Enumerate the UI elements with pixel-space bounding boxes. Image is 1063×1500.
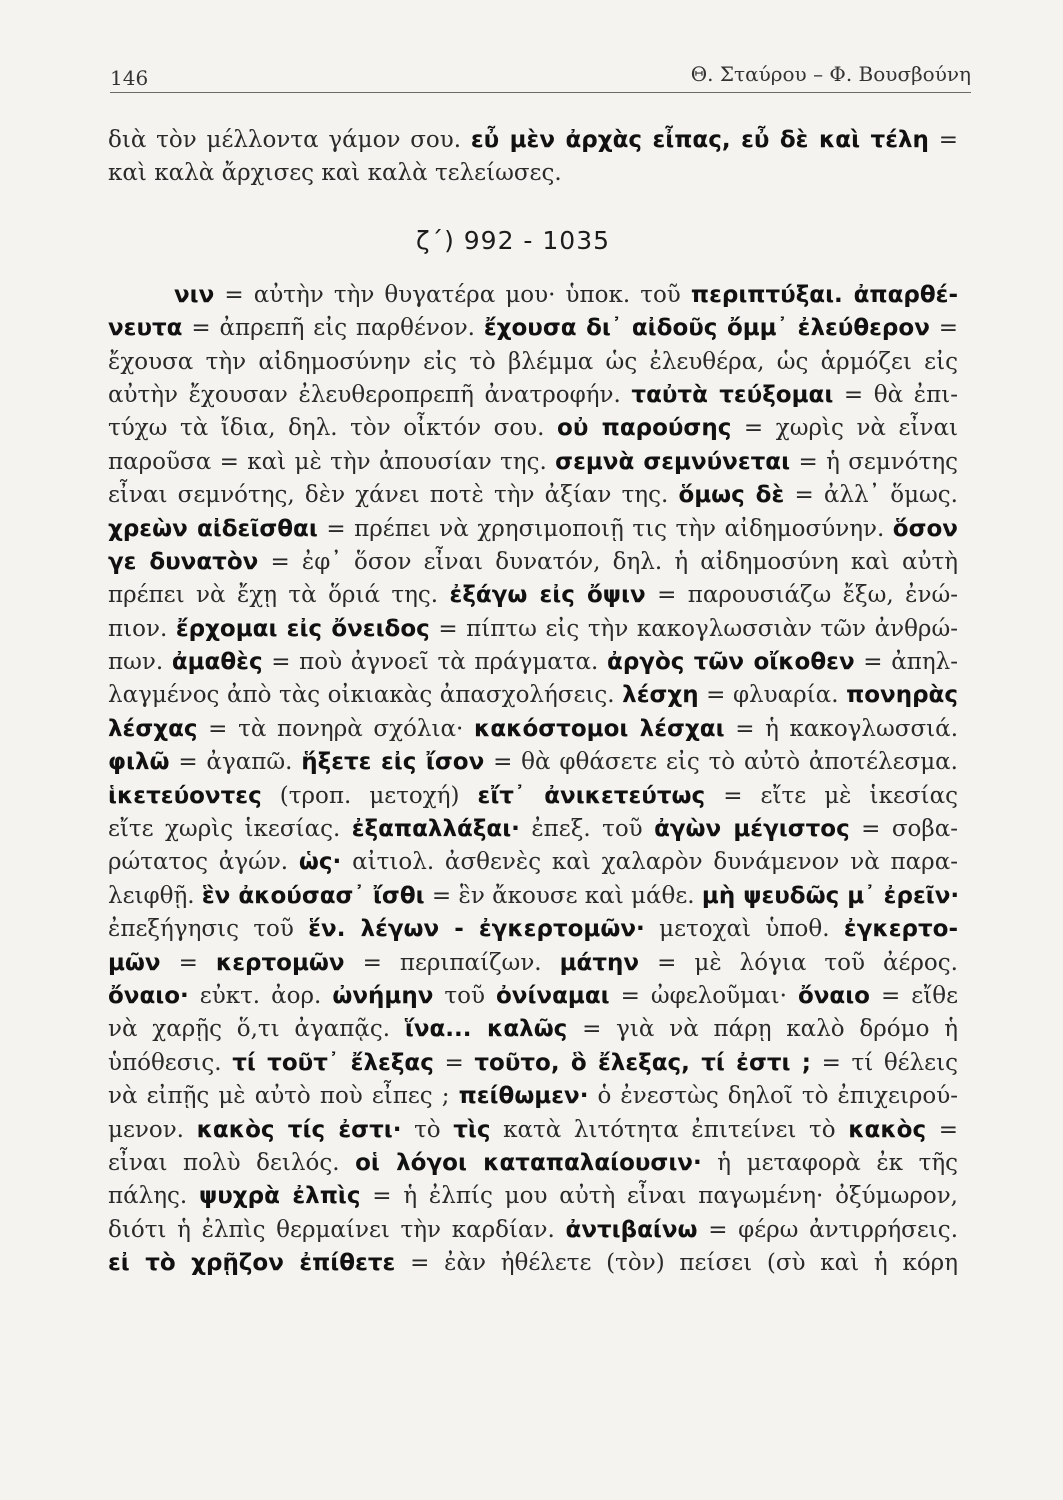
text-line [108,813,958,846]
text-line [108,157,958,190]
gloss-text: αἰτιολ. ἀσθενὲς καὶ χαλαρὸν δυνάμενον νὰ παρα- [341,849,958,876]
lemma-term: ταὐτὰ τεύξομαι [631,381,834,408]
text-line [108,579,958,612]
gloss-text: εἶναι πολὺ δειλός. [108,1149,356,1176]
gloss-text: τὸ [401,1116,454,1143]
text-line [108,412,958,445]
text-line [108,1180,958,1213]
gloss-text: πρέπει νὰ ἔχῃ τὰ ὅριά της. [108,582,450,609]
lemma-term: ὡς· [298,849,342,876]
lemma-term: τί τοῦτ᾿ ἔλεξας [232,1049,434,1076]
running-header-authors: Θ. Σταύρου – Φ. Βουσβούνη [690,62,971,86]
intro-paragraph [108,124,958,191]
gloss-text: = [929,315,958,342]
gloss-text: = τὰ πονηρὰ σχόλια· [197,715,474,742]
text-line [108,546,958,579]
gloss-text: = φέρω ἀντιρρήσεις. [697,1216,959,1243]
gloss-text: = ὠφελοῦμαι· [609,982,798,1009]
text-line [108,780,958,813]
lemma-term: ἐξαπαλλάξαι· [351,816,520,843]
lemma-term: πονηρὰς [846,682,958,709]
gloss-text: νὰ χαρῇς ὅ,τι ἀγαπᾷς. [108,1016,405,1043]
gloss-text: = τί θέλεις [811,1049,958,1076]
lemma-term: ἀμαθὲς [171,649,263,676]
lemma-term: φιλῶ [108,749,170,776]
gloss-text: = ἐὰν ἠθέλετε (τὸν) πείσει (σὺ καὶ ἡ κόρη [395,1250,958,1277]
lemma-term: οἱ λόγοι καταπαλαίουσιν· [355,1149,702,1176]
gloss-text: = περιπαίζων. [344,949,560,976]
lemma-term: μὴ ψευδῶς μ᾿ ἐρεῖν· [701,882,960,909]
gloss-text: πάλης. [108,1183,199,1210]
lemma-term: τὶς [453,1116,491,1143]
gloss-text: = [926,1116,958,1143]
gloss-text: = [433,1049,475,1076]
gloss-text: λειφθῇ. [108,882,202,909]
text-line [108,913,958,946]
gloss-text: εἴτε χωρὶς ἱκεσίας. [108,816,352,843]
lemma-term: κακόστομοι λέσχαι [473,715,725,742]
lemma-term: ἀγὼν μέγιστος [654,816,850,843]
gloss-text: = γιὰ νὰ πάρῃ καλὸ δρόμο ἡ [567,1016,958,1043]
lemma-term: κακὸς τίς ἐστι· [196,1116,402,1143]
gloss-text: ἔχουσα τὴν αἰδημοσύνην εἰς τὸ βλέμμα ὡς ἐλευθέρα, ὡς ἁρμόζει εἰς [108,348,958,375]
text-line [108,613,958,646]
lemma-term: μῶν [108,949,161,976]
lemma-term: ἀργὸς τῶν οἴκοθεν [607,649,855,676]
text-line [108,1013,958,1046]
gloss-text: = μὲ λόγια τοῦ ἀέρος. [639,949,958,976]
text-line [108,312,958,345]
lemma-term: χρεὼν αἰδεῖσθαι [108,515,318,542]
lemma-term: σεμνὰ σεμνύνεται [555,448,791,475]
gloss-text: = ποὺ ἀγνοεῖ τὰ πράγματα. [262,649,608,676]
gloss-text: = θὰ ἐπι- [833,381,958,408]
lemma-term: μάτην [559,949,640,976]
text-line [108,1047,958,1080]
lemma-term: ἱκετεύοντες [108,782,262,809]
text-line [108,713,958,746]
gloss-text: πων. [108,649,172,676]
text-line [108,880,958,913]
gloss-text: = ἓν ἄκουσε καὶ μάθε. [424,882,702,909]
lemma-term: ἐγκερτο- [843,916,958,943]
text-line [108,980,958,1013]
text-line [108,679,958,712]
gloss-text: τύχω τὰ ἴδια, δηλ. τὸν οἶκτόν σου. [108,415,558,442]
lemma-term: ὅσον [892,515,958,542]
lemma-term: ἵνα... καλῶς [404,1016,568,1043]
lemma-term: ἔχουσα δι᾿ αἰδοῦς ὄμμ᾿ ἐλεύθερον [483,315,930,342]
lemma-term: νιν [174,281,215,308]
text-line [108,1214,958,1247]
lemma-term: κερτομῶν [215,949,345,976]
gloss-text: = ἀλλ᾿ ὅμως. [784,482,958,509]
gloss-text: κατὰ λιτότητα ἐπιτείνει τὸ [490,1116,849,1143]
lemma-term: περιπτύξαι. ἀπαρθέ- [690,281,958,308]
lemma-term: ἓν ἀκούσασ᾿ ἴσθι [201,882,425,909]
gloss-text: εἶναι σεμνότης, δὲν χάνει ποτὲ τὴν ἀξίαν της. [108,482,679,509]
text-line [108,846,958,879]
lemma-term: τοῦτο, ὃ ἔλεξας, τί ἐστι ; [474,1049,811,1076]
commentary-text [108,124,958,1281]
gloss-text: = ἀγαπῶ. [169,749,302,776]
section-heading: ζ΄) 992 - 1035 [415,225,611,255]
gloss-text: = ἀπρεπῆ εἰς παρθένον. [182,315,484,342]
text-line [108,379,958,412]
gloss-text: αὐτὴν ἔχουσαν ἐλευθεροπρεπῆ ἀνατροφήν. [108,381,632,408]
gloss-text: = ἡ ἐλπίς μου αὐτὴ εἶναι παγωμένη· ὀξύμωρον, [360,1183,958,1210]
lemma-term: ὄναιο· [108,982,189,1009]
gloss-text: καὶ καλὰ ἄρχισες καὶ καλὰ τελείωσες. [108,160,562,187]
lemma-term: λέσχη [622,682,699,709]
running-header [110,52,971,93]
lemma-term: ἔρχομαι εἰς ὄνειδος [175,615,430,642]
lemma-term: εἰ τὸ χρῇζον ἐπίθετε [108,1250,396,1277]
lemma-term: πείθωμεν· [458,1083,589,1110]
gloss-text: (τροπ. μετοχή) [261,782,478,809]
lemma-term: ὀνίναμαι [496,982,610,1009]
gloss-text: εὐκτ. ἀορ. [188,982,333,1009]
gloss-text: ὁ ἐνεστὼς δηλοῖ τὸ ἐπιχειρού- [588,1083,959,1110]
gloss-text: ἐπεξ. τοῦ [519,816,655,843]
gloss-text: = χωρὶς νὰ εἶναι [731,415,958,442]
lemma-term: ὄναιο [797,982,870,1009]
lemma-term: γε δυνατὸν [108,548,259,575]
gloss-text: = σοβα- [849,816,959,843]
gloss-text: = θὰ φθάσετε εἰς τὸ αὐτὸ ἀποτέλεσμα. [484,749,958,776]
gloss-text: = φλυαρία. [698,682,847,709]
text-line [108,479,958,512]
text-line [108,746,958,779]
gloss-text: πιον. [108,615,176,642]
gloss-text: ρώτατος ἀγών. [108,849,299,876]
gloss-text: διὰ τὸν μέλλοντα γάμον σου. [108,127,471,153]
text-line [108,124,958,157]
lemma-term: ὅμως δὲ [678,482,785,509]
notes-paragraph [108,279,958,1281]
text-line [108,346,958,379]
text-line [108,1080,958,1113]
gloss-text: μετοχαὶ ὑποθ. [644,916,844,943]
lemma-term: ἐξάγω εἰς ὄψιν [449,582,646,609]
lemma-term: ἥξετε εἰς ἴσον [301,749,485,776]
gloss-text: = εἴτε μὲ ἱκεσίας [705,782,958,809]
lemma-term: ὠνήμην [332,982,434,1009]
lemma-term: ἀντιβαίνω [565,1216,698,1243]
gloss-text: = ἀπηλ- [854,649,958,676]
lemma-term: εἴτ᾿ ἀνικετεύτως [477,782,706,809]
gloss-text: = ἡ σεμνότης [790,448,958,475]
lemma-term: ψυχρὰ ἐλπὶς [198,1183,361,1210]
text-line [108,646,958,679]
text-line [108,1247,958,1280]
gloss-text: ἡ μεταφορὰ ἐκ τῆς [701,1149,958,1176]
gloss-text: = παρουσιάζω ἔξω, ἐνώ- [645,582,958,609]
gloss-text: νὰ εἰπῇς μὲ αὐτὸ ποὺ εἶπες ; [108,1083,459,1110]
gloss-text: = ἡ κακογλωσσιά. [724,715,958,742]
gloss-text: τοῦ [433,982,496,1009]
text-line [108,279,958,312]
gloss-text: = εἴθε [869,982,959,1009]
text-line [108,446,958,479]
gloss-text: = [160,949,216,976]
lemma-term: λέσχας [108,715,198,742]
gloss-text: = πρέπει νὰ χρησιμοποιῇ τις τὴν αἰδημοσύνην. [317,515,893,542]
gloss-text: λαγμένος ἀπὸ τὰς οἰκιακὰς ἀπασχολήσεις. [108,682,623,709]
lemma-term: νευτα [108,315,183,342]
text-line [108,513,958,546]
gloss-text: = πίπτω εἰς τὴν κακογλωσσιὰν τῶν ἀνθρώ- [429,615,958,642]
lemma-term: ἕν. λέγων - ἐγκερτομῶν· [308,916,645,943]
text-line [108,1114,958,1147]
gloss-text: = ἐφ᾿ ὅσον εἶναι δυνατόν, δηλ. ἡ αἰδημοσύνη καὶ αὐτὴ [258,548,958,575]
gloss-text: διότι ἡ ἐλπὶς θερμαίνει τὴν καρδίαν. [108,1216,566,1243]
lemma-term: οὐ παρούσης [557,415,732,442]
gloss-text: ὑπόθεσις. [108,1049,233,1076]
gloss-text: μενον. [108,1116,197,1143]
lemma-term: εὖ μὲν ἀρχὰς εἶπας, εὖ δὲ καὶ τέλη [470,127,929,153]
lemma-term: κακὸς [848,1116,927,1143]
gloss-text: = [928,127,958,153]
gloss-text: = αὐτὴν τὴν θυγατέρα μου· ὑποκ. τοῦ [214,281,691,308]
text-line [108,1147,958,1180]
gloss-text: παροῦσα = καὶ μὲ τὴν ἀπουσίαν της. [108,448,556,475]
page-number: 146 [110,66,149,90]
gloss-text: ἐπεξήγησις τοῦ [108,916,309,943]
text-line [108,947,958,980]
